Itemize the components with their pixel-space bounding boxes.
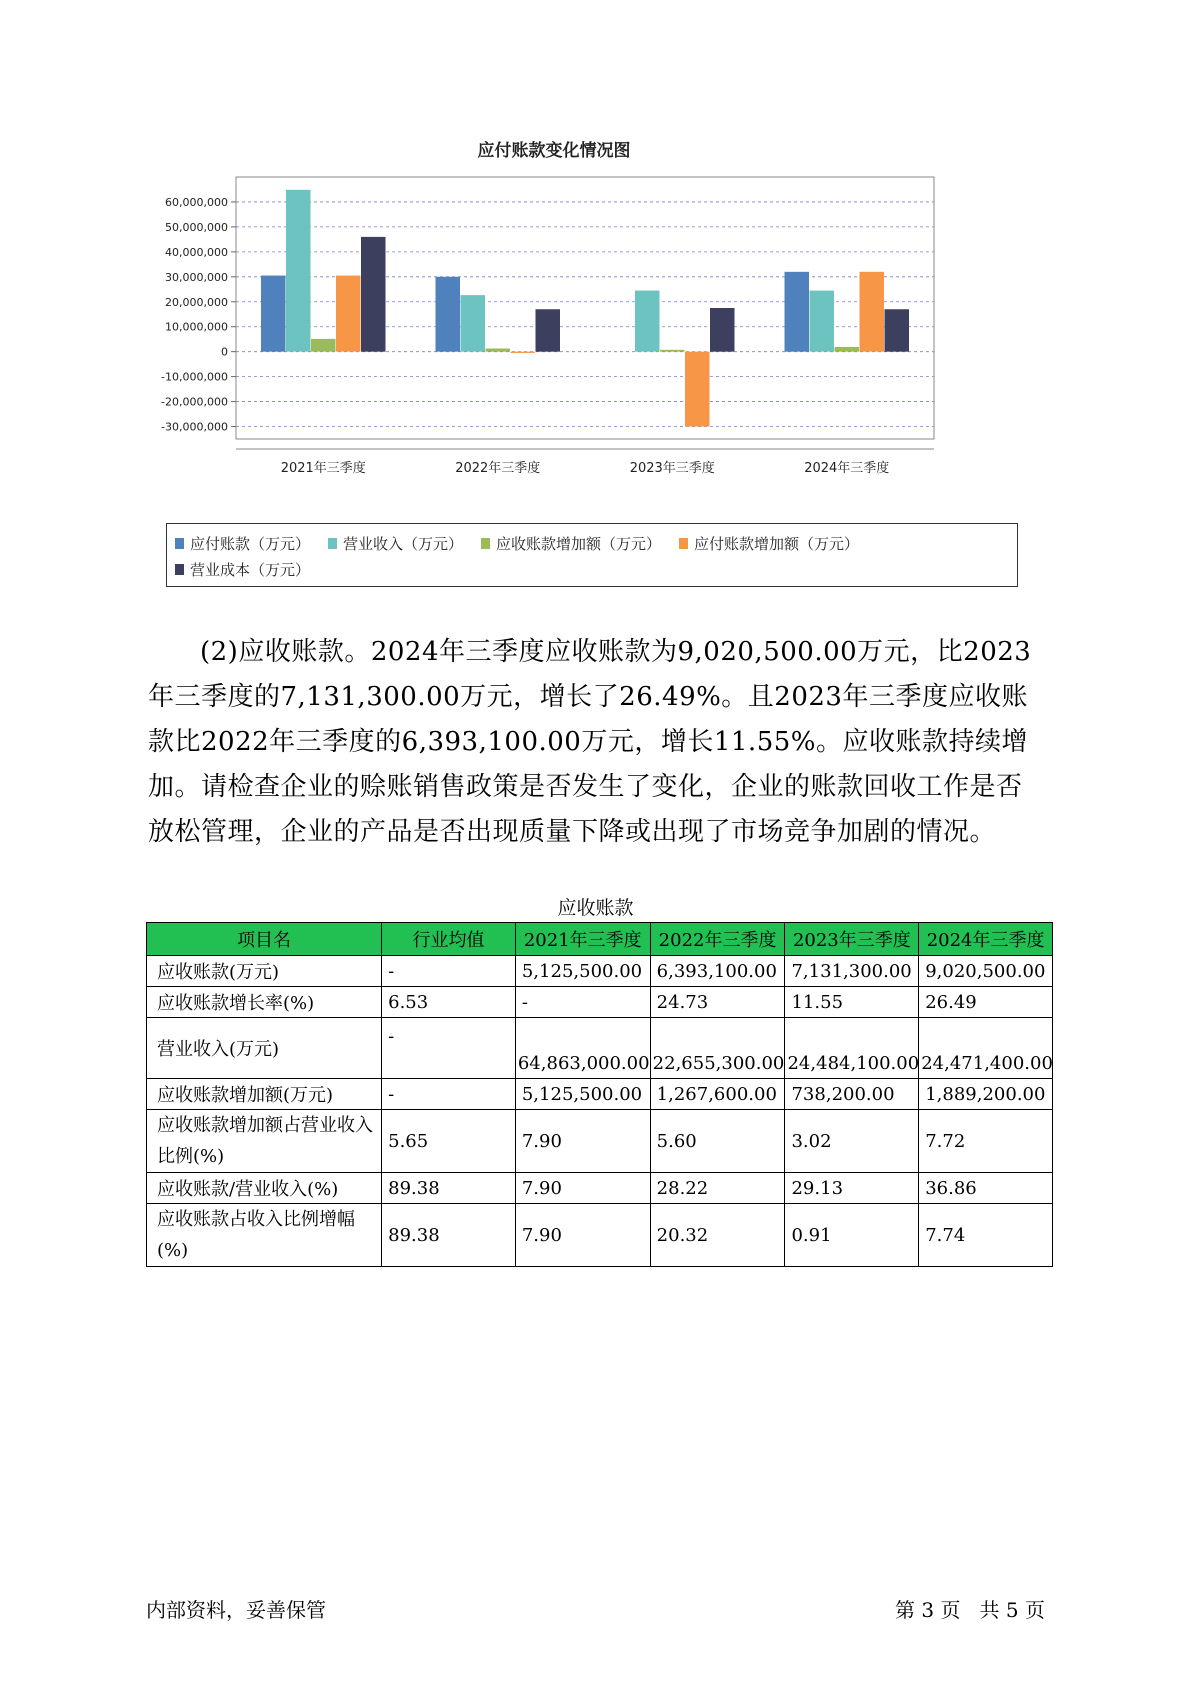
table-row <box>147 1018 1053 1079</box>
table-cell: 6,393,100.00 <box>650 956 785 987</box>
table-title: 应收账款 <box>557 897 634 919</box>
table-cell: 89.38 <box>382 1204 516 1267</box>
table-cell: 7.90 <box>515 1173 650 1204</box>
table-cell: 24,484,100.00 <box>785 1018 919 1079</box>
table-cell: 24,471,400.00 <box>919 1018 1053 1079</box>
x-tick-label: 2024年三季度 <box>804 461 890 476</box>
payables-chart <box>150 138 1030 598</box>
header-2021q3: 2021年三季度 <box>515 923 650 956</box>
y-tick-label: 0 <box>221 345 228 359</box>
bar <box>810 291 835 352</box>
legend-swatch <box>175 538 184 549</box>
bar <box>835 347 860 352</box>
table-cell: 26.49 <box>919 987 1053 1018</box>
table-cell: 7,131,300.00 <box>785 956 919 987</box>
y-tick-label: 50,000,000 <box>165 220 228 234</box>
table-cell: - <box>515 987 650 1018</box>
table-cell: 11.55 <box>785 987 919 1018</box>
x-tick-label: 2021年三季度 <box>280 461 366 476</box>
header-item-name: 项目名 <box>147 923 382 956</box>
bar <box>536 309 561 351</box>
y-tick-label: 60,000,000 <box>165 195 228 209</box>
bar <box>336 276 361 352</box>
table-cell: 738,200.00 <box>785 1079 919 1110</box>
bar <box>785 272 810 352</box>
bar <box>311 339 336 352</box>
legend-swatch <box>175 564 184 575</box>
bar <box>436 277 461 352</box>
table-row <box>147 1079 1053 1110</box>
header-2022q3: 2022年三季度 <box>650 923 785 956</box>
table-cell: 应收账款/营业收入(%) <box>147 1173 382 1204</box>
legend-label: 应付账款增加额（万元） <box>694 534 860 553</box>
bar <box>461 295 486 352</box>
legend-swatch <box>679 538 688 549</box>
legend-label: 应付账款（万元） <box>190 534 311 553</box>
table-cell: 1,889,200.00 <box>919 1079 1053 1110</box>
table-row <box>147 1173 1053 1204</box>
table-cell: 89.38 <box>382 1173 516 1204</box>
bar <box>486 349 511 352</box>
legend-entry <box>481 530 661 556</box>
table-cell: 7.72 <box>919 1110 1053 1173</box>
footer-page-number: 第 3 页 共 5 页 <box>895 1598 1045 1622</box>
table-cell: 应收账款占收入比例增幅(%) <box>147 1204 382 1267</box>
table-cell: 36.86 <box>919 1173 1053 1204</box>
bar <box>511 352 536 353</box>
y-tick-label: -30,000,000 <box>161 420 228 434</box>
table-cell: 7.74 <box>919 1204 1053 1267</box>
legend-entry <box>328 530 463 556</box>
table-cell: 营业收入(万元) <box>147 1018 382 1079</box>
legend-entry <box>679 530 859 556</box>
legend-entry <box>175 530 310 556</box>
bar <box>286 190 311 352</box>
table-row <box>147 1204 1053 1267</box>
legend-entry <box>175 556 991 582</box>
table-cell: 9,020,500.00 <box>919 956 1053 987</box>
header-industry-avg: 行业均值 <box>382 923 516 956</box>
table-cell: 应收账款增加额(万元) <box>147 1079 382 1110</box>
table-cell: - <box>382 1079 516 1110</box>
table-row <box>147 956 1053 987</box>
table-cell: 0.91 <box>785 1204 919 1267</box>
table-cell: 20.32 <box>650 1204 785 1267</box>
header-2024q3: 2024年三季度 <box>919 923 1053 956</box>
bar <box>885 309 910 351</box>
footer-confidential-note: 内部资料，妥善保管 <box>146 1598 326 1622</box>
table-cell: 7.90 <box>515 1110 650 1173</box>
table-cell: 应收账款增长率(%) <box>147 987 382 1018</box>
table-cell: 7.90 <box>515 1204 650 1267</box>
bar <box>261 276 286 352</box>
table-header-row <box>147 923 1053 956</box>
table-cell: - <box>382 956 516 987</box>
y-tick-label: -20,000,000 <box>161 395 228 409</box>
legend-swatch <box>481 538 490 549</box>
bar <box>660 350 685 352</box>
table-row <box>147 1110 1053 1173</box>
y-tick-label: 20,000,000 <box>165 295 228 309</box>
table-cell: 28.22 <box>650 1173 785 1204</box>
table-cell: 22,655,300.00 <box>650 1018 785 1079</box>
y-tick-label: -10,000,000 <box>161 370 228 384</box>
table-cell: 应收账款增加额占营业收入比例(%) <box>147 1110 382 1173</box>
table-cell: 3.02 <box>785 1110 919 1173</box>
bar <box>685 352 710 427</box>
table-cell: 5.60 <box>650 1110 785 1173</box>
table-cell: 6.53 <box>382 987 516 1018</box>
header-2023q3: 2023年三季度 <box>785 923 919 956</box>
table-cell: - <box>382 1018 516 1079</box>
table-cell: 应收账款(万元) <box>147 956 382 987</box>
y-tick-label: 30,000,000 <box>165 270 228 284</box>
x-tick-label: 2022年三季度 <box>455 461 541 476</box>
x-tick-label: 2023年三季度 <box>629 461 715 476</box>
receivables-paragraph: (2)应收账款。2024年三季度应收账款为9,020,500.00万元，比2023年三季度的7,131,300.00万元，增长了26.49%。且2023年三季度应收账款比2022年三季度的6,393,100.00万元，增长11.55%。应收账款持续增加。请检查企业的赊账销售政策是否发生了变化，企业的账款回收工作是否放松管理，企业的产品是否出现质量下降或出现了市场竞争加剧的情况。 <box>148 637 1032 847</box>
table-cell: 5.65 <box>382 1110 516 1173</box>
table-cell: 64,863,000.00 <box>515 1018 650 1079</box>
y-tick-label: 10,000,000 <box>165 320 228 334</box>
legend-label: 应收账款增加额（万元） <box>496 534 662 553</box>
table-cell: 1,267,600.00 <box>650 1079 785 1110</box>
table-cell: 5,125,500.00 <box>515 956 650 987</box>
table-row <box>147 987 1053 1018</box>
table-cell: 24.73 <box>650 987 785 1018</box>
chart-title: 应付账款变化情况图 <box>477 141 631 161</box>
chart-legend <box>166 523 1018 587</box>
bar <box>361 237 386 352</box>
chart-canvas <box>150 138 1030 528</box>
receivables-table <box>146 922 1053 1267</box>
bar <box>710 308 735 352</box>
table-cell: 29.13 <box>785 1173 919 1204</box>
y-tick-label: 40,000,000 <box>165 245 228 259</box>
legend-label: 营业收入（万元） <box>343 534 464 553</box>
table-cell: 5,125,500.00 <box>515 1079 650 1110</box>
bar <box>635 291 660 352</box>
bar <box>860 272 885 352</box>
legend-swatch <box>328 538 337 549</box>
legend-label: 营业成本（万元） <box>190 560 311 579</box>
